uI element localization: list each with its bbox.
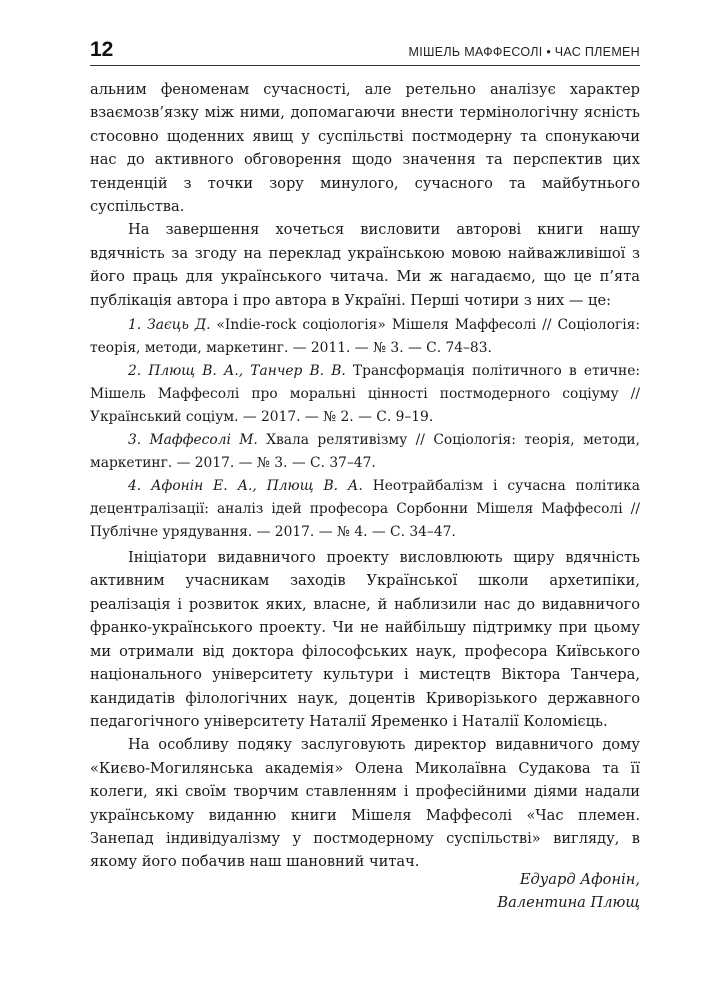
paragraph-continuation: альним феноменам сучасності, але ретельно аналізує характер взаємозв’язку між ними, допомагаючи внести термінологічну ясність стосовно щоденних явищ у суспільстві постмодерну та спонукаючи нас до активного обговорення щодо значення та перспектив цих тенденцій з точки зору минулого, сучасного та майбутнього суспільства.: [90, 81, 640, 216]
reference-item-3: [90, 429, 640, 475]
body-text: [90, 78, 640, 874]
running-head: [90, 36, 640, 66]
signature-line-2: Валентина Плющ: [497, 894, 640, 912]
paragraph-initiators: Ініціатори видавничого проекту висловлюють щиру вдячність активним учасникам заходів Української школи архетипіки, реалізація і розвиток яких, власне, й наблизили нас до видавничого франко-українського проекту. Чи не найбільшу підтримку при цьому ми отримали від доктора філософських наук, професора Київського національного університету культури і мистецтв Віктора Танчера, кандидатів філологічних наук, доцентів Криворізького державного педагогічного університету Наталії Яременко і Наталії Коломієць.: [90, 549, 640, 730]
signature-line-1: Едуард Афонін,: [519, 871, 640, 888]
signature: [90, 868, 640, 915]
reference-item-1: [90, 314, 640, 360]
reference-authors: 3. Маффесолі М.: [128, 432, 258, 449]
reference-item-2: [90, 360, 640, 429]
paragraph-acknowledgement: На завершення хочеться висловити авторові книги нашу вдячність за згоду на переклад українською мовою найважливішої з його праць для українського читача. Ми ж нагадаємо, що це п’ята публікація автора і про автора в Україні. Перші чотири з них — це:: [90, 221, 640, 309]
page-number: 12: [90, 38, 114, 61]
reference-authors: 1. Заєць Д.: [128, 317, 211, 334]
reference-item-4: [90, 475, 640, 544]
reference-authors: 2. Плющ В. А., Танчер В. В.: [128, 363, 346, 380]
paragraph-publisher-thanks: На особливу подяку заслуговують директор видавничого дому «Києво-Могилянська академія» Олена Миколаївна Судакова та її колеги, які своїм творчим ставленням і професійними діями надали українському виданню книги Мішеля Маффесолі «Час племен. Занепад індивідуалізму у постмодерному суспільстві» вигляду, в якому його побачив наш шановний читач.: [90, 736, 640, 871]
reference-authors: 4. Афонін Е. А., Плющ В. А.: [128, 478, 363, 495]
running-title: МІШЕЛЬ МАФФЕСОЛІ • ЧАС ПЛЕМЕН: [408, 45, 640, 59]
reference-text: Трансформація політичного в етичне: Мішель Маффесолі про моральні цінності постмодерного соціуму // Український соціум. — 2017. — № 2. — С. 9–19.: [90, 363, 641, 426]
reference-text: «Indie-rock соціологія» Мішеля Маффесолі // Соціологія: теорія, методи, маркетинг. — 2011. — № 3. — С. 74–83.: [90, 317, 640, 357]
reference-text: Хвала релятивізму // Соціологія: теорія, методи, маркетинг. — 2017. — № 3. — С. 37–47.: [90, 432, 640, 472]
header-rule: [90, 65, 640, 66]
reference-text: Неотрайбалізм і сучасна політика децентралізації: аналіз ідей професора Сорбонни Мішеля Маффесолі // Публічне урядування. — 2017. — № 4. — С. 34–47.: [90, 478, 640, 541]
